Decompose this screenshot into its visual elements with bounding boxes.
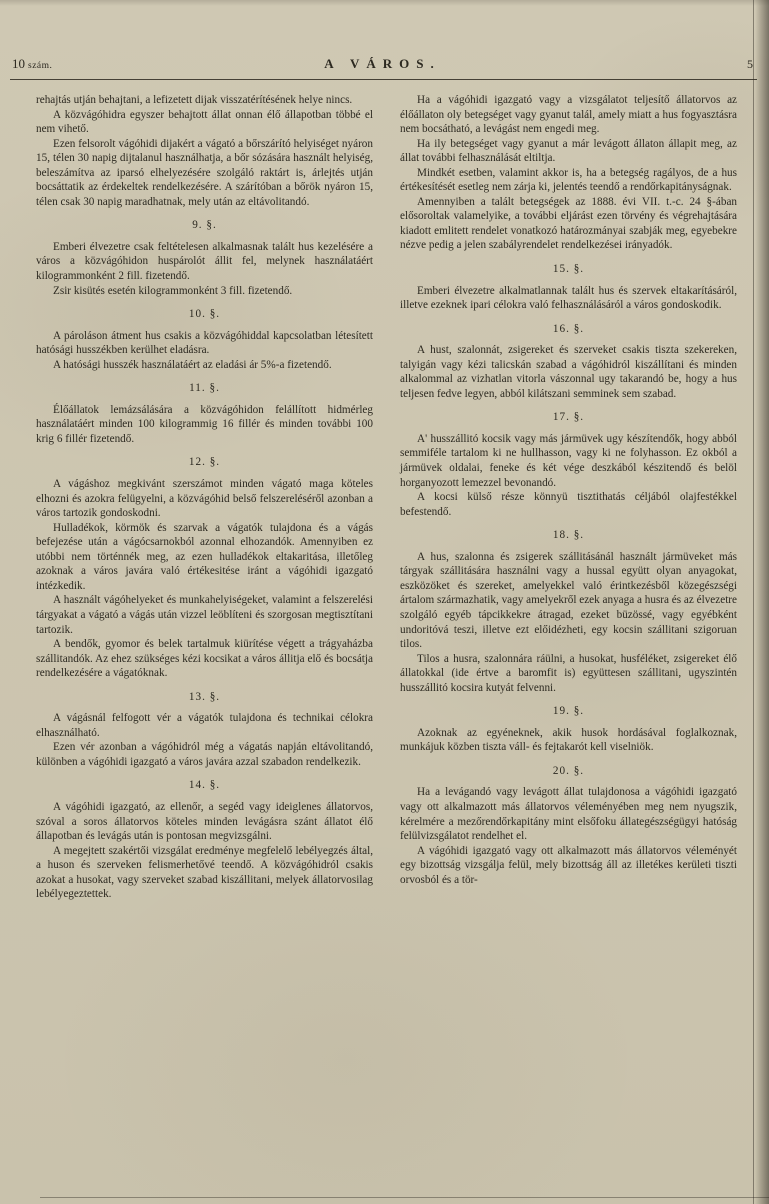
- paragraph: Ha a levágandó vagy levágott állat tulajdonosa a vágóhidi igazgató vagy ott alkalmazott más állatorvos véleményében meg nem nyugszik, kérelmére a mezőrendőrkapitány mint elsőfoku állategészségügyi hatóság felülvizsgálatot rendelhet el.: [400, 786, 737, 843]
- header-rule: [10, 79, 757, 80]
- scan-edge-right: [755, 0, 769, 1204]
- paragraph: A kocsi külső része könnyü tisztithatás céljából olajfestékkel befestendő.: [400, 491, 737, 518]
- section-heading: 11. §.: [189, 382, 220, 395]
- section-heading: 15. §.: [552, 263, 585, 276]
- scan-edge-top: [0, 0, 769, 6]
- section-heading: 17. §.: [552, 411, 585, 424]
- paragraph: A megejtett szakértői vizsgálat eredménye megfelelő lebélyegzés által, a huson és szerveken felismerhetővé teendő. A közvágóhidról csakis azokat a husokat, vagy szerveket szabad kiszállitani, melyek állatorvosilag lebélyegeztettek.: [36, 844, 373, 901]
- issue-number-label: szám.: [28, 61, 53, 71]
- issue-number: [12, 56, 152, 72]
- paragraph: Hulladékok, körmök és szarvak a vágatók tulajdona és a vágás befejezése után a vágócsarnokból azonnal elhozandók. Amennyiben ez utóbbi nem történnék meg, az ezen hulladékok eltakaritása, illetőleg azoknak a város javára való értékesitése iránt a vágóhidi igazgató intézkedik.: [36, 521, 373, 592]
- paragraph: Ezen vér azonban a vágóhidról még a vágatás napján eltávolitandó, különben a vágóhidi igazgató a város javára azzal szabadon rendelkezik.: [36, 741, 373, 768]
- paragraph: A vágóhidi igazgató vagy ott alkalmazott más állatorvos véleményét egy bizottság vizsgálja felül, mely bizottság áll az illetékes kerületi tiszti orvosból és a tör-: [400, 844, 737, 886]
- paragraph: Emberi élvezetre alkalmatlannak talált hus és szervek eltakarításáról, illetve ezeknek ipari célokra való felhasználásáról a város gondoskodik.: [400, 284, 737, 312]
- article-body: [36, 93, 737, 902]
- paragraph: Ezen felsorolt vágóhidi dijakért a vágató a bőrszárító helyiséget nyáron 15, télen 30 napig dijtalanul használhatja, a bőr sózására használt helyiség, beleszámítva az iparsó elhelyezésére szolgáló raktárt is, árlejtés utján bocsáttatik az érdekeltek rendelkezésére. A szárítóban a bőrök nyáron 15, télen csak 30 napig maradhatnak, mely után az eltávolitandó.: [36, 137, 373, 208]
- paragraph: A használt vágóhelyeket és munkahelyiségeket, valamint a felszerelési tárgyakat a vágató a vágás után vizzel leöblíteni és szorgosan megtisztítani tartozik.: [36, 594, 373, 636]
- section-heading: 18. §.: [552, 529, 585, 542]
- paragraph: Tilos a husra, szalonnára ráülni, a husokat, husféléket, zsigereket élő állatokkal (ide értve a baromfit is) együttesen szállitani, ugyszintén husszállitó kocsira kutyát felvenni.: [400, 652, 737, 694]
- paragraph: A bendők, gyomor és belek tartalmuk kiürítése végett a trágyaházba szállitandók. Az ehez szükséges kézi kocsikat a város állitja elő és bocsátja rendelkezésére a vágatóknak.: [36, 638, 373, 680]
- section-heading: 10. §.: [188, 308, 221, 321]
- paragraph: A hust, szalonnát, zsigereket és szerveket csakis tiszta szekereken, talyigán vagy kézi talicskán szabad a vágóhidról kiszállítani és minden alkalommal az vizhatlan vitorla vászonnal ugy takarandó be, hogy a hus teljesen fedve legyen, abból kilátszani semminek sem szabad.: [400, 344, 737, 400]
- section-heading: 16. §.: [552, 322, 585, 335]
- paragraph: rehajtás utján behajtani, a lefizetett dijak visszatérítésének helye nincs.: [36, 94, 353, 106]
- page-number: 5: [747, 57, 753, 71]
- paragraph: A közvágóhidra egyszer behajtott állat onnan élő állapotban többé el nem vihető.: [36, 108, 373, 136]
- section-heading: 12. §.: [188, 456, 221, 469]
- paragraph: A hatósági husszék használatáért az eladási ár 5%-a fizetendő.: [53, 358, 332, 371]
- section-heading: 19. §.: [552, 705, 585, 718]
- section-heading: 14. §.: [188, 779, 221, 792]
- paragraph: Amennyiben a talált betegségek az 1888. évi VII. t.-c. 24 §-ában elősoroltak valamelyike, a további eljárást ezen törvény és végrehajtására kiadott emlitett rendelet vonatkozó határozmányai szabják meg, egyebekre nézve pedig a jelen szabályrendelet rendelkezései irányadók.: [400, 195, 737, 252]
- paragraph: Zsir kisütés esetén kilogrammonként 3 fill. fizetendő.: [53, 284, 293, 297]
- paragraph: Élőállatok lemázsálására a közvágóhidon felállított hidmérleg használatáért minden 100 kilogrammig 16 fillér és minden további 100 krig 6 fillér fizetendő.: [36, 403, 373, 445]
- scan-edge-line: [753, 0, 755, 1204]
- paragraph: Ha a vágóhidi igazgató vagy a vizsgálatot teljesítő állatorvos az élőállaton oly betegséget vagy gyanut talál, amely miatt a hus fogyasztásra nem bocsátható, a levágást nem engedi meg.: [400, 94, 737, 136]
- paragraph: A hus, szalonna és zsigerek szállitásánál használt jármüveket más tárgyak szállitására használni vagy a hussal együtt olyan anyagokat, eszközöket és szereket, amelyekkel való érintkezésből közegészségi ártalom származhatik, vagy amelyekről ezek anyaga a husra és az élvezetre szolgáló egyéb tápcikkekre átragad, ezeket büzössé, vagy egyébként undoritóvá teszi, illetve ezt előidézheti, egy kocsin szállitani szigoruan tilos.: [400, 550, 737, 651]
- paragraph: Emberi élvezetre csak feltételesen alkalmasnak talált hus kezelésére a város a közvágóhidon huspárolót állit fel, melynek használatáért kilogrammonként 2 fill. fizetendő.: [36, 240, 373, 283]
- paragraph: Ha ily betegséget vagy gyanut a már levágott állaton állapit meg, az állat további felhasználását eltiltja.: [400, 137, 737, 165]
- paragraph: A vágóhidi igazgató, az ellenőr, a segéd vagy ideiglenes állatorvos, szóval a soros állatorvos köteles minden levágásra szánt állatot élő állapotban és levágás után is pontosan megvizsgálni.: [36, 800, 373, 843]
- left-column: [36, 93, 373, 902]
- paragraph: A' husszállitó kocsik vagy más jármüvek ugy készítendők, hogy abból semmiféle tartalom ki ne hullhasson, vagy ki ne folyhasson. Ez okból a jármüvek oldalai, feneke és két vége deszkából készitendő és belöl horganyozott lemezzel bevonandó.: [400, 432, 737, 489]
- page-header: [12, 56, 753, 72]
- paragraph: A vágáshoz megkivánt szerszámot minden vágató maga köteles elhozni és azokra felügyelni, a közvágóhid belső felszereléséről azonban a város tartozik gondoskodni.: [36, 478, 373, 520]
- section-heading: 13. §.: [188, 690, 221, 703]
- section-heading: 9. §.: [192, 219, 217, 232]
- section-heading: 20. §.: [552, 764, 585, 777]
- paragraph: A pároláson átment hus csakis a közvágóhiddal kapcsolatban létesített hatósági husszékben kerülhet eladásra.: [36, 329, 373, 357]
- page-title: A VÁROS.: [324, 56, 441, 71]
- scan-edge-bottom: [40, 1197, 769, 1199]
- paragraph: Azoknak az egyéneknek, akik husok hordásával foglalkoznak, munkájuk közben tiszta váll- és fejtakarót kell viselniök.: [400, 726, 737, 754]
- right-column: [400, 93, 737, 902]
- paragraph: A vágásnál felfogott vér a vágatók tulajdona és technikai célokra elhasználható.: [36, 712, 373, 739]
- issue-number-value: 10: [12, 56, 25, 71]
- paragraph: Mindkét esetben, valamint akkor is, ha a betegség ragályos, de a hus értékesítését esetleg nem zárja ki, jelentés teendő a rendőrkapitányságnak.: [400, 166, 737, 194]
